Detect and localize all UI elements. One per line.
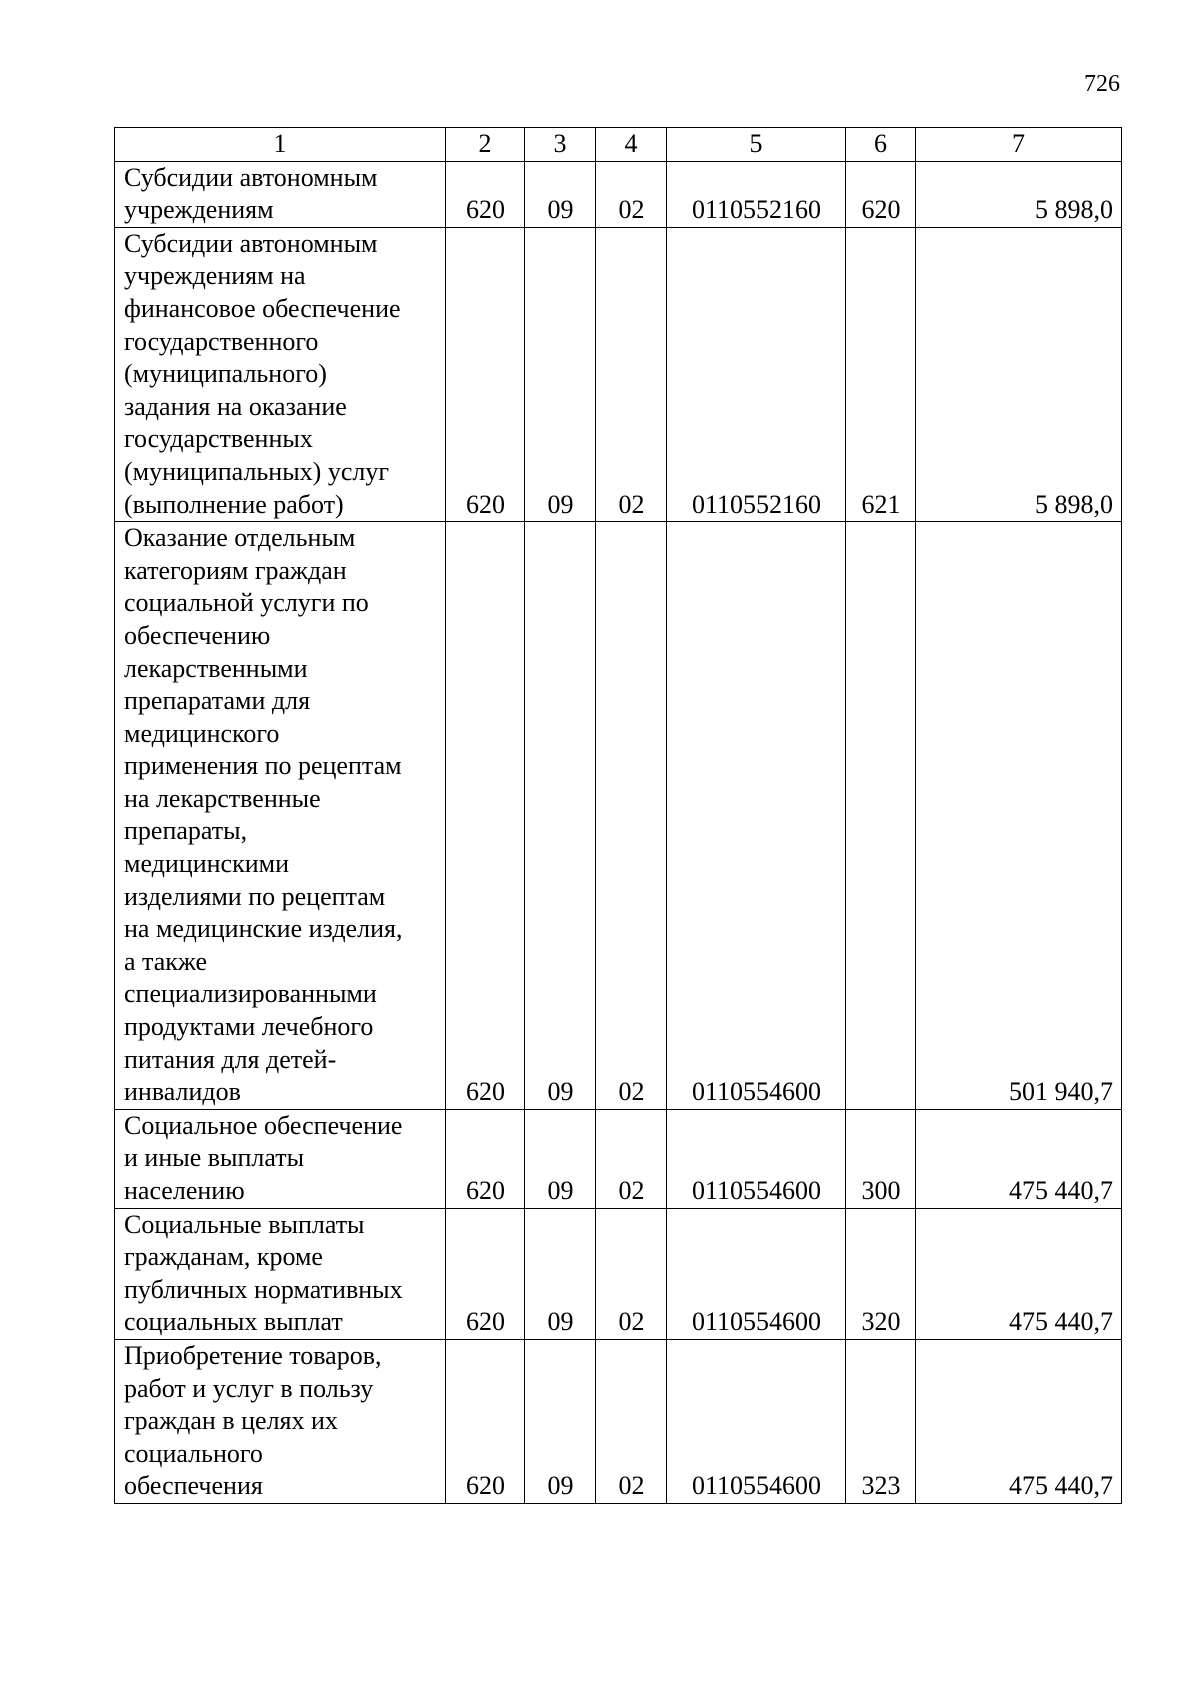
code-section-cell: 09 (525, 1339, 596, 1503)
code-ministry-cell: 620 (446, 1208, 525, 1339)
code-target-cell: 0110554600 (667, 1109, 846, 1208)
code-expense-type-cell: 620 (846, 161, 916, 227)
code-expense-type-cell: 300 (846, 1109, 916, 1208)
code-section-cell: 09 (525, 161, 596, 227)
table-row (115, 522, 1122, 1110)
code-target-cell: 0110554600 (667, 1208, 846, 1339)
amount-cell: 5 898,0 (916, 227, 1122, 521)
amount-cell: 475 440,7 (916, 1208, 1122, 1339)
code-target-cell: 0110554600 (667, 1339, 846, 1503)
table-header (115, 128, 1122, 162)
code-ministry-cell: 620 (446, 522, 525, 1110)
code-expense-type-cell: 621 (846, 227, 916, 521)
amount-cell: 475 440,7 (916, 1109, 1122, 1208)
header-row (115, 128, 1122, 162)
code-ministry-cell: 620 (446, 1109, 525, 1208)
code-ministry-cell: 620 (446, 1339, 525, 1503)
code-ministry-cell: 620 (446, 161, 525, 227)
table-row (115, 1339, 1122, 1503)
code-subsection-cell: 02 (596, 1109, 667, 1208)
code-subsection-cell: 02 (596, 227, 667, 521)
amount-cell: 475 440,7 (916, 1339, 1122, 1503)
code-section-cell: 09 (525, 1109, 596, 1208)
code-subsection-cell: 02 (596, 522, 667, 1110)
code-subsection-cell: 02 (596, 1208, 667, 1339)
code-expense-type-cell: 320 (846, 1208, 916, 1339)
table-row (115, 161, 1122, 227)
code-target-cell: 0110552160 (667, 161, 846, 227)
row-name-cell: Субсидии автономным учреждениям (115, 161, 446, 227)
column-header-6: 6 (846, 128, 916, 162)
code-subsection-cell: 02 (596, 1339, 667, 1503)
table-body (115, 161, 1122, 1503)
code-expense-type-cell (846, 522, 916, 1110)
amount-cell: 501 940,7 (916, 522, 1122, 1110)
table-row (115, 1109, 1122, 1208)
code-expense-type-cell: 323 (846, 1339, 916, 1503)
column-header-7: 7 (916, 128, 1122, 162)
row-name-cell: Оказание отдельным категориям граждан социальной услуги по обеспечению лекарственными препаратами для медицинского применения по рецептам на лекарственные препараты, медицинскими изделиями по рецептам на медицинские изделия, а также специализированными продуктами лечебного питания для детей- инвалидов (115, 522, 446, 1110)
row-name-cell: Субсидии автономным учреждениям на финансовое обеспечение государственного (муниципального) задания на оказание государственных (муниципальных) услуг (выполнение работ) (115, 227, 446, 521)
code-section-cell: 09 (525, 522, 596, 1110)
code-section-cell: 09 (525, 1208, 596, 1339)
code-subsection-cell: 02 (596, 161, 667, 227)
row-name-cell: Социальные выплаты гражданам, кроме публичных нормативных социальных выплат (115, 1208, 446, 1339)
column-header-4: 4 (596, 128, 667, 162)
page-number: 726 (1084, 71, 1120, 97)
table-row (115, 227, 1122, 521)
column-header-2: 2 (446, 128, 525, 162)
column-header-5: 5 (667, 128, 846, 162)
amount-cell: 5 898,0 (916, 161, 1122, 227)
column-header-1: 1 (115, 128, 446, 162)
column-header-3: 3 (525, 128, 596, 162)
table-row (115, 1208, 1122, 1339)
code-ministry-cell: 620 (446, 227, 525, 521)
row-name-cell: Социальное обеспечение и иные выплаты населению (115, 1109, 446, 1208)
budget-table (114, 127, 1122, 1504)
code-target-cell: 0110552160 (667, 227, 846, 521)
code-target-cell: 0110554600 (667, 522, 846, 1110)
row-name-cell: Приобретение товаров, работ и услуг в пользу граждан в целях их социального обеспечения (115, 1339, 446, 1503)
code-section-cell: 09 (525, 227, 596, 521)
